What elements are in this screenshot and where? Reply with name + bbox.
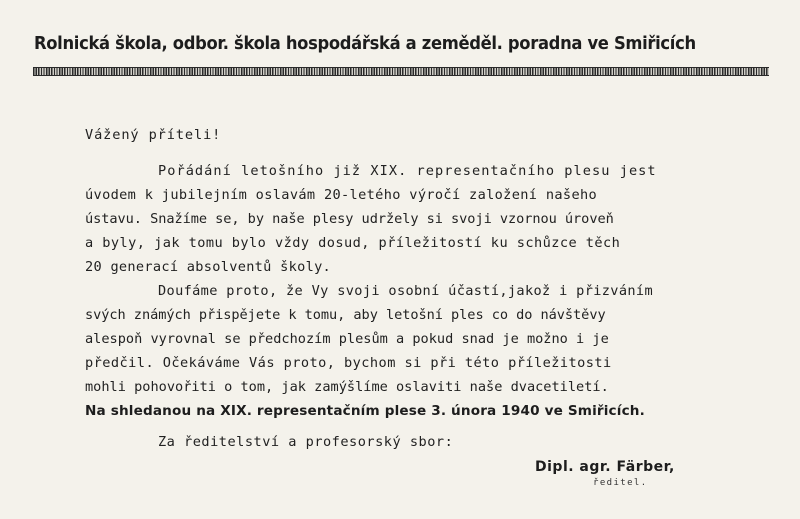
paragraph1-line4: a byly, jak tomu bylo vždy dosud, příležitostí ku schůzce těch — [85, 235, 621, 251]
paragraph1-line2: úvodem k jubilejním oslavám 20-letého výročí založení našeho — [85, 187, 598, 203]
letterhead-title: Rolnická škola, odbor. škola hospodářská a zeměděl. poradna ve Smiřicích — [34, 34, 696, 54]
letterhead-rule — [33, 67, 769, 76]
signature-name: Dipl. agr. Färber, — [535, 459, 675, 475]
paragraph1-line1: Pořádání letošního již XIX. representačního plesu jest — [158, 163, 657, 179]
sign-intro: Za ředitelství a profesorský sbor: — [158, 434, 454, 450]
signature-title: ředitel. — [593, 478, 648, 488]
closing-statement: Na shledanou na XIX. representačním plese 3. února 1940 ve Smiřicích. — [85, 403, 645, 419]
paragraph2-line3: alespoň vyrovnal se předchozím plesům a pokud snad je možno i je — [85, 331, 609, 347]
salutation: Vážený příteli! — [85, 127, 222, 143]
paragraph2-line2: svých známých přispějete k tomu, aby letošní ples co do návštěvy — [85, 307, 606, 323]
paragraph1-line3: ústavu. Snažíme se, by naše plesy udržely si svoji vzornou úroveň — [85, 211, 614, 227]
paragraph2-line1: Doufáme proto, že Vy svoji osobní účastí,jakož i přizváním — [158, 283, 653, 299]
paragraph2-line5: mohli pohovořiti o tom, jak zamýšlíme oslaviti naše dvacetiletí. — [85, 379, 609, 395]
paragraph1-line5: 20 generací absolventů školy. — [85, 259, 332, 275]
paragraph2-line4: předčil. Očekáváme Vás proto, bychom si při této příležitosti — [85, 355, 612, 371]
